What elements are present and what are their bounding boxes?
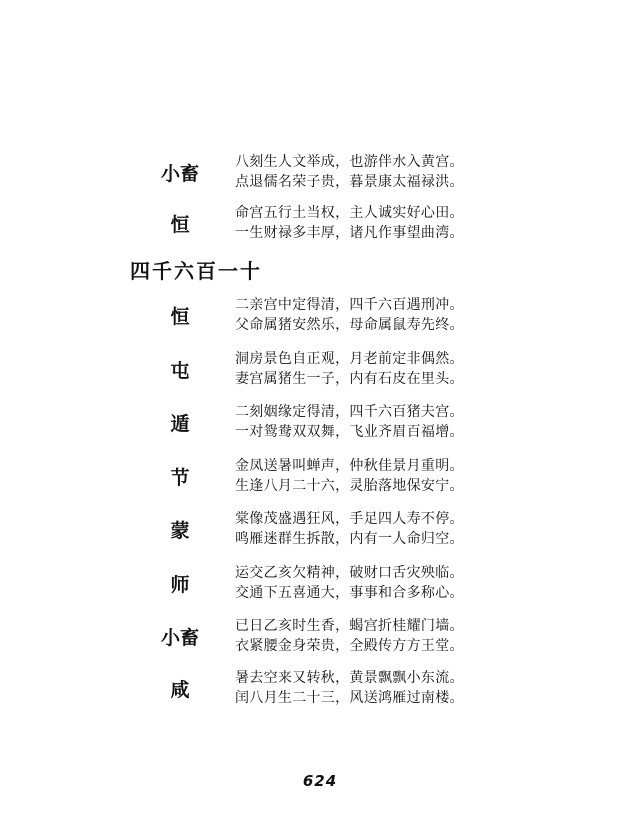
section-heading: 四千六百一十 <box>130 259 262 283</box>
verse-lines <box>235 616 464 656</box>
verse-line: 衣紧腰金身荣贵，全殿传方方王堂。 <box>235 638 464 654</box>
verse-entry <box>0 152 640 196</box>
verse-line: 父命属猪安然乐，母命属鼠寿先终。 <box>235 317 464 333</box>
verse-line: 生逢八月二十六，灵胎落地保安宁。 <box>235 478 464 494</box>
verse-line: 二亲宫中定得清，四千六百遇刑冲。 <box>235 297 464 313</box>
verse-lines <box>235 152 464 192</box>
verse-lines <box>235 563 464 603</box>
verse-line: 运交乙亥欠精神，破财口舌灾殃临。 <box>235 565 464 581</box>
gua-name: 恒 <box>170 214 190 236</box>
verse-line: 一生财禄多丰厚，诸凡作事望曲湾。 <box>235 225 464 241</box>
verse-lines <box>235 402 464 442</box>
verse-lines <box>235 295 464 335</box>
verse-entry <box>0 616 640 660</box>
verse-line: 洞房景色自正观，月老前定非偶然。 <box>235 351 464 367</box>
gua-name: 恒 <box>170 306 190 328</box>
gua-name: 小畜 <box>160 627 199 649</box>
gua-name: 节 <box>170 467 190 489</box>
verse-entry <box>0 563 640 607</box>
verse-line: 金凤送暑叫蝉声，仲秋佳景月重明。 <box>235 458 464 474</box>
verse-entry <box>0 456 640 500</box>
verse-line: 已日乙亥时生香，蝎宫折桂耀门墙。 <box>235 618 464 634</box>
verse-entry <box>0 509 640 553</box>
verse-line: 妻宫属猪生一子，内有石皮在里头。 <box>235 371 464 387</box>
verse-lines <box>235 456 464 496</box>
gua-name: 遁 <box>170 413 190 435</box>
gua-name: 蒙 <box>170 520 190 542</box>
verse-line: 点退儒名荣子贵，暮景康太福禄洪。 <box>235 174 464 190</box>
verse-entry <box>0 203 640 247</box>
verse-lines <box>235 203 464 243</box>
verse-lines <box>235 668 464 708</box>
gua-name: 师 <box>170 574 190 596</box>
verse-line: 暑去空来又转秋，黄景飘飘小东流。 <box>235 670 464 686</box>
verse-line: 八刻生人文举成，也游伴水入黄宫。 <box>235 154 464 170</box>
gua-name: 咸 <box>170 679 190 701</box>
verse-line: 闰八月生二十三，风送鸿雁过南楼。 <box>235 690 464 706</box>
verse-entry <box>0 349 640 393</box>
page-number: 624 <box>302 772 338 790</box>
verse-entry <box>0 402 640 446</box>
gua-name: 屯 <box>170 360 190 382</box>
verse-entry <box>0 668 640 712</box>
verse-line: 一对鸳鸯双双舞，飞业齐眉百福增。 <box>235 424 464 440</box>
verse-line: 棠像茂盛遇狂风，手足四人寿不停。 <box>235 511 464 527</box>
verse-line: 二刻姻缘定得清，四千六百猪夫宫。 <box>235 404 464 420</box>
verse-line: 交通下五喜通大，事事和合多称心。 <box>235 585 464 601</box>
verse-lines <box>235 349 464 389</box>
verse-entry <box>0 295 640 339</box>
verse-line: 命宫五行土当权，主人诚实好心田。 <box>235 205 464 221</box>
verse-line: 鸣雁迷群生拆散，内有一人命归空。 <box>235 531 464 547</box>
verse-lines <box>235 509 464 549</box>
gua-name: 小畜 <box>160 163 199 185</box>
